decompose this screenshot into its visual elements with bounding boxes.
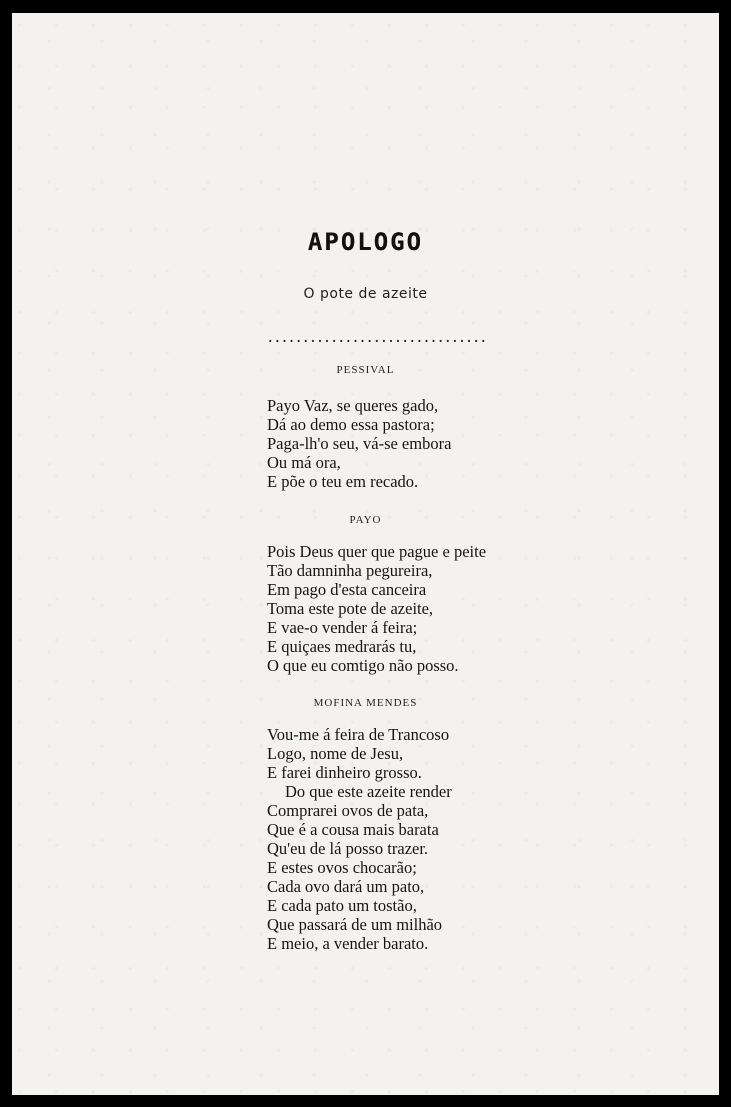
verse-line: Que passará de um milhão bbox=[267, 915, 443, 934]
verse-line: O que eu comtigo não posso. bbox=[267, 656, 459, 675]
speaker-pessival: PESSIVAL bbox=[336, 364, 395, 376]
verse-line: Ou má ora, bbox=[267, 453, 341, 472]
verse-line: Que é a cousa mais barata bbox=[267, 820, 439, 839]
verse-line: E estes ovos chocarão; bbox=[267, 858, 417, 877]
verse-line: E farei dinheiro grosso. bbox=[267, 763, 422, 782]
stanza-payo bbox=[267, 542, 486, 675]
verse-line: Vou-me á feira de Trancoso bbox=[267, 725, 450, 744]
verse-line: Tão damninha pegureira, bbox=[267, 561, 433, 580]
verse-line: Paga-lh'o seu, vá-se embora bbox=[267, 434, 452, 453]
verse-line: E meio, a vender barato. bbox=[267, 934, 429, 953]
verse-line: Qu'eu de lá posso trazer. bbox=[267, 839, 429, 858]
verse-line: Cada ovo dará um pato, bbox=[267, 877, 425, 896]
speaker-mofina-mendes: MOFINA MENDES bbox=[313, 697, 418, 709]
verse-line: Logo, nome de Jesu, bbox=[267, 744, 404, 763]
stanza-mofina-mendes bbox=[267, 725, 452, 953]
verse-line: E cada pato um tostão, bbox=[267, 896, 417, 915]
page-sheet bbox=[12, 13, 719, 1095]
dotted-divider: ............................... bbox=[268, 326, 489, 346]
stanza-pessival bbox=[267, 396, 451, 491]
speaker-payo: PAYO bbox=[349, 514, 382, 526]
verse-line: Pois Deus quer que pague e peite bbox=[267, 542, 487, 561]
verse-line: Payo Vaz, se queres gado, bbox=[267, 396, 439, 415]
verse-line: E vae-o vender á feira; bbox=[267, 618, 418, 637]
verse-line: Em pago d'esta canceira bbox=[267, 580, 427, 599]
poem-subtitle: O pote de azeite bbox=[303, 286, 428, 302]
verse-line: Do que este azeite render bbox=[285, 782, 452, 801]
poem-title: APOLOGO bbox=[307, 228, 424, 256]
verse-line: E quiçaes medrarás tu, bbox=[267, 637, 417, 656]
verse-line: E põe o teu em recado. bbox=[267, 472, 419, 491]
verse-line: Dá ao demo essa pastora; bbox=[267, 415, 435, 434]
verse-line: Toma este pote de azeite, bbox=[267, 599, 434, 618]
verse-line: Comprarei ovos de pata, bbox=[267, 801, 429, 820]
